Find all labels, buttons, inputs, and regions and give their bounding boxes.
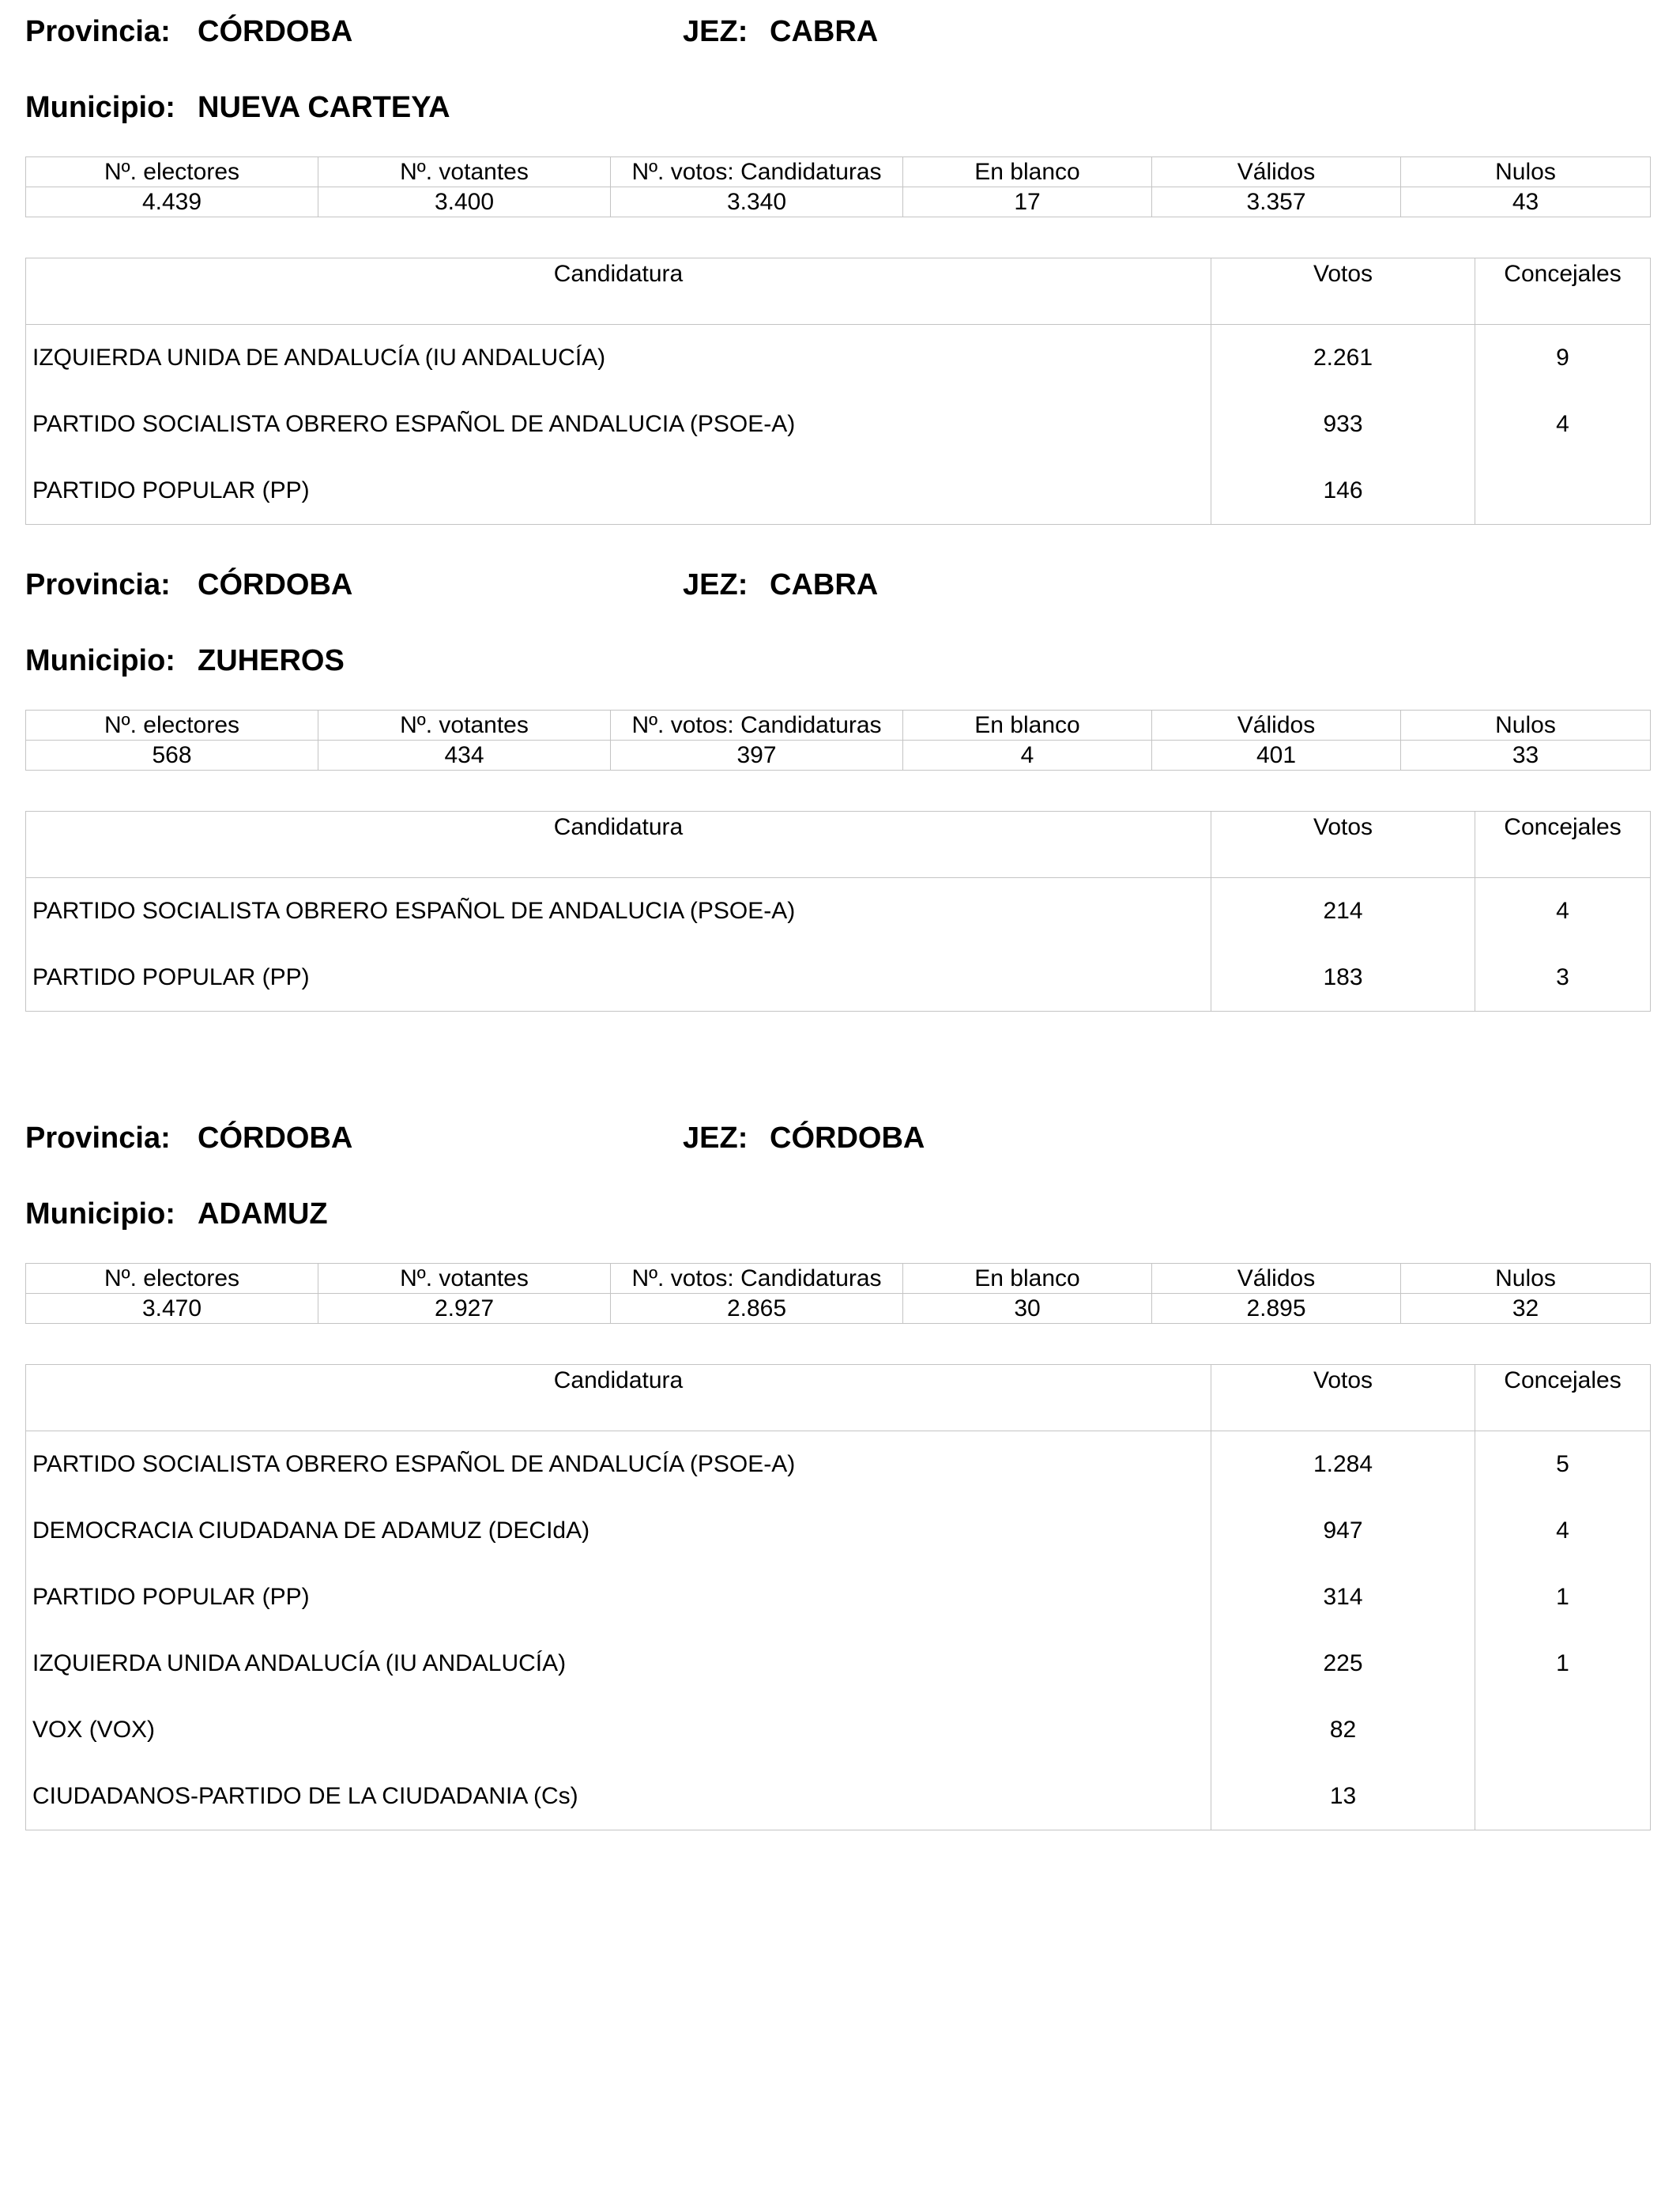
candidatura-row	[26, 944, 1651, 1012]
municipio-value: ADAMUZ	[198, 1197, 328, 1231]
candidatura-votos: 933	[1211, 391, 1475, 458]
candidatura-votos: 947	[1211, 1498, 1475, 1564]
stats-value-cell: 401	[1152, 741, 1401, 771]
jez-label: JEZ:	[683, 568, 748, 601]
stats-table	[25, 156, 1651, 217]
stats-value-cell: 4	[903, 741, 1152, 771]
candidatura-votos: 214	[1211, 878, 1475, 945]
municipio-section	[25, 1106, 1650, 1849]
candidaturas-table	[25, 1364, 1651, 1830]
candidatura-concejales	[1475, 458, 1651, 525]
provincia-value: CÓRDOBA	[198, 1122, 353, 1155]
municipio-label: Municipio:	[25, 91, 175, 124]
candidatura-votos: 225	[1211, 1630, 1475, 1697]
stats-header-cell: En blanco	[903, 711, 1152, 741]
candidatura-concejales: 4	[1475, 878, 1651, 945]
col-concejales-header: Concejales	[1475, 812, 1651, 878]
stats-header-cell: Válidos	[1152, 157, 1401, 187]
candidatura-name: PARTIDO POPULAR (PP)	[32, 477, 310, 503]
stats-header-cell: Nº. votantes	[318, 1264, 611, 1294]
candidatura-row	[26, 1630, 1651, 1697]
municipio-section	[25, 0, 1650, 503]
candidatura-name: PARTIDO SOCIALISTA OBRERO ESPAÑOL DE ANDALUCÍA (PSOE-A)	[32, 1451, 796, 1477]
col-concejales-header: Concejales	[1475, 1365, 1651, 1431]
candidatura-concejales: 4	[1475, 1498, 1651, 1564]
candidatura-concejales	[1475, 1697, 1651, 1763]
candidatura-concejales: 1	[1475, 1630, 1651, 1697]
stats-header-cell: Nulos	[1401, 157, 1651, 187]
stats-value-cell: 33	[1401, 741, 1651, 771]
stats-header-cell: Válidos	[1152, 1264, 1401, 1294]
stats-value-cell: 3.340	[611, 187, 903, 217]
stats-header-cell: Nº. electores	[26, 711, 318, 741]
stats-value-cell: 3.470	[26, 1294, 318, 1324]
stats-value-cell: 2.865	[611, 1294, 903, 1324]
candidatura-name: CIUDADANOS-PARTIDO DE LA CIUDADANIA (Cs)	[32, 1783, 578, 1809]
stats-header-cell: En blanco	[903, 1264, 1152, 1294]
stats-header-cell: Nulos	[1401, 1264, 1651, 1294]
candidatura-votos: 82	[1211, 1697, 1475, 1763]
provincia-label: Provincia:	[25, 568, 171, 601]
stats-header-cell: Nº. votantes	[318, 711, 611, 741]
stats-header-cell: Válidos	[1152, 711, 1401, 741]
col-concejales-header: Concejales	[1475, 258, 1651, 325]
candidatura-row	[26, 1697, 1651, 1763]
candidatura-votos: 1.284	[1211, 1431, 1475, 1498]
stats-header-cell: Nº. votantes	[318, 157, 611, 187]
candidaturas-table	[25, 258, 1651, 525]
stats-header-cell: Nº. electores	[26, 157, 318, 187]
stats-table	[25, 710, 1651, 771]
stats-value-cell: 43	[1401, 187, 1651, 217]
stats-header-row	[26, 157, 1651, 187]
jez-label: JEZ:	[683, 1122, 748, 1155]
candidaturas-header-row	[26, 1365, 1651, 1431]
candidatura-concejales	[1475, 1763, 1651, 1830]
provincia-label: Provincia:	[25, 15, 171, 48]
col-candidatura-header: Candidatura	[26, 812, 1211, 878]
stats-value-cell: 3.400	[318, 187, 611, 217]
candidatura-row	[26, 878, 1651, 945]
candidatura-concejales: 3	[1475, 944, 1651, 1012]
candidatura-row	[26, 1763, 1651, 1830]
stats-value-cell: 2.927	[318, 1294, 611, 1324]
jez-label: JEZ:	[683, 15, 748, 48]
candidatura-name: VOX (VOX)	[32, 1717, 156, 1743]
stats-header-cell: Nº. votos: Candidaturas	[611, 1264, 903, 1294]
col-candidatura-header: Candidatura	[26, 1365, 1211, 1431]
municipio-section	[25, 553, 1650, 1043]
stats-value-row	[26, 1294, 1651, 1324]
col-candidatura-header: Candidatura	[26, 258, 1211, 325]
stats-value-cell: 397	[611, 741, 903, 771]
candidatura-name: IZQUIERDA UNIDA ANDALUCÍA (IU ANDALUCÍA)	[32, 1650, 567, 1676]
municipio-label: Municipio:	[25, 1197, 175, 1231]
stats-header-row	[26, 1264, 1651, 1294]
candidatura-concejales: 9	[1475, 325, 1651, 392]
candidatura-row	[26, 1498, 1651, 1564]
stats-header-cell: Nº. votos: Candidaturas	[611, 157, 903, 187]
stats-header-cell: Nulos	[1401, 711, 1651, 741]
stats-value-row	[26, 741, 1651, 771]
jez-value: CÓRDOBA	[770, 1122, 925, 1155]
candidatura-row	[26, 458, 1651, 525]
stats-header-cell: En blanco	[903, 157, 1152, 187]
municipio-value: NUEVA CARTEYA	[198, 91, 450, 124]
stats-value-cell: 434	[318, 741, 611, 771]
stats-value-row	[26, 187, 1651, 217]
candidatura-name: PARTIDO POPULAR (PP)	[32, 964, 310, 990]
stats-value-cell: 568	[26, 741, 318, 771]
stats-value-cell: 3.357	[1152, 187, 1401, 217]
candidatura-row	[26, 1564, 1651, 1630]
stats-value-cell: 17	[903, 187, 1152, 217]
stats-value-cell: 32	[1401, 1294, 1651, 1324]
stats-table	[25, 1263, 1651, 1324]
candidatura-votos: 183	[1211, 944, 1475, 1012]
candidatura-row	[26, 325, 1651, 392]
candidatura-votos: 146	[1211, 458, 1475, 525]
stats-value-cell: 2.895	[1152, 1294, 1401, 1324]
jez-value: CABRA	[770, 568, 879, 601]
provincia-label: Provincia:	[25, 1122, 171, 1155]
col-votos-header: Votos	[1211, 1365, 1475, 1431]
candidatura-concejales: 1	[1475, 1564, 1651, 1630]
candidatura-votos: 2.261	[1211, 325, 1475, 392]
stats-value-cell: 4.439	[26, 187, 318, 217]
provincia-value: CÓRDOBA	[198, 15, 353, 48]
stats-value-cell: 30	[903, 1294, 1152, 1324]
candidatura-name: IZQUIERDA UNIDA DE ANDALUCÍA (IU ANDALUCÍA)	[32, 345, 606, 371]
candidatura-row	[26, 391, 1651, 458]
candidatura-name: PARTIDO POPULAR (PP)	[32, 1584, 310, 1610]
col-votos-header: Votos	[1211, 812, 1475, 878]
candidaturas-header-row	[26, 812, 1651, 878]
municipio-value: ZUHEROS	[198, 644, 345, 677]
candidatura-concejales: 4	[1475, 391, 1651, 458]
candidatura-concejales: 5	[1475, 1431, 1651, 1498]
candidatura-name: PARTIDO SOCIALISTA OBRERO ESPAÑOL DE ANDALUCIA (PSOE-A)	[32, 898, 796, 924]
municipio-label: Municipio:	[25, 644, 175, 677]
candidatura-name: DEMOCRACIA CIUDADANA DE ADAMUZ (DECIdA)	[32, 1517, 590, 1544]
stats-header-cell: Nº. electores	[26, 1264, 318, 1294]
candidaturas-header-row	[26, 258, 1651, 325]
jez-value: CABRA	[770, 15, 879, 48]
stats-header-row	[26, 711, 1651, 741]
provincia-value: CÓRDOBA	[198, 568, 353, 601]
col-votos-header: Votos	[1211, 258, 1475, 325]
candidatura-votos: 13	[1211, 1763, 1475, 1830]
candidatura-row	[26, 1431, 1651, 1498]
candidatura-votos: 314	[1211, 1564, 1475, 1630]
stats-header-cell: Nº. votos: Candidaturas	[611, 711, 903, 741]
candidaturas-table	[25, 811, 1651, 1012]
candidatura-name: PARTIDO SOCIALISTA OBRERO ESPAÑOL DE ANDALUCIA (PSOE-A)	[32, 411, 796, 437]
